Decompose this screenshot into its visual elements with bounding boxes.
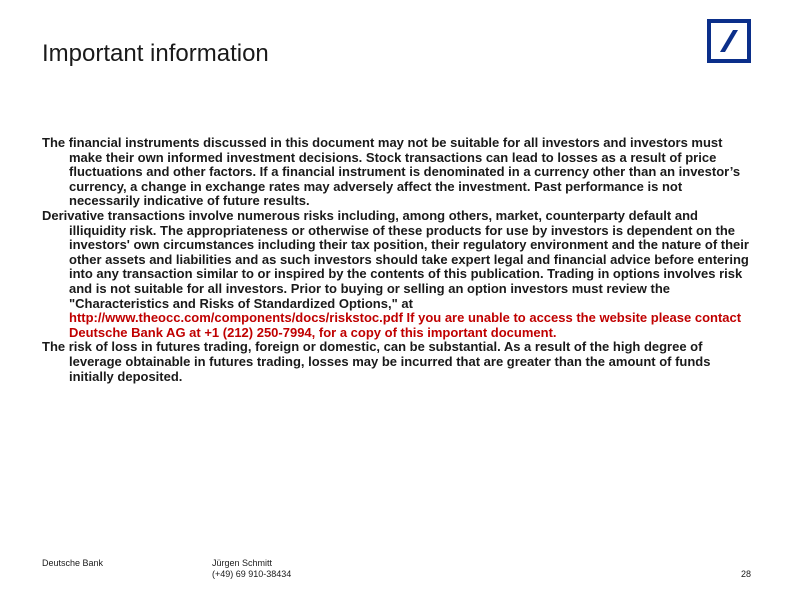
derivatives-text: Derivative transactions involve numerous risks including, among others, market, counterparty default and illiquidity risk. The appropriateness or otherwise of these products for use by investors is dependent on the investors' own circumstances including their tax position, their regulatory environment and the nature of their other assets and liabilities and as such investors should take expert legal and financial advice before entering into any transaction similar to or inspired by the contents of this publication. Trading in options involves risk and is not suitable for all investors. Prior to buying or selling an option investors must review the "Characteristics and Risks of Standardized Options," at: [42, 207, 749, 311]
page-number: 28: [740, 569, 751, 579]
logo-slash-icon: [711, 23, 747, 59]
page-title: Important information: [42, 40, 269, 67]
disclaimer-paragraph-derivatives: [42, 209, 754, 340]
disclaimer-paragraph-instruments: The financial instruments discussed in this document may not be suitable for all investors and investors must make their own informed investment decisions. Stock transactions can lead to losses as a result of price fluctuations and other factors. If a financial instrument is denominated in a currency other than an investor’s currency, a change in exchange rates may adversely affect the investment. Past performance is not necessarily indicative of future results.: [42, 135, 741, 209]
footer-author: [212, 558, 291, 580]
footer-author-phone: (+49) 69 910-38434: [212, 569, 292, 579]
occ-link-contact-text[interactable]: http://www.theocc.com/components/docs/riskstoc.pdf If you are unable to access the website please contact Deutsche Bank AG at +1 (212) 250-7994, for a copy of this important document.: [69, 310, 742, 340]
disclaimer-body: [42, 136, 754, 384]
disclaimer-paragraph-futures: The risk of loss in futures trading, foreign or domestic, can be substantial. As a result of the high degree of leverage obtainable in futures trading, losses may be incurred that are greater than the amount of funds initially deposited.: [42, 339, 711, 384]
deutsche-bank-logo-icon: [707, 19, 751, 63]
footer-company: Deutsche Bank: [42, 558, 104, 568]
footer-author-name: Jürgen Schmitt: [212, 558, 273, 568]
